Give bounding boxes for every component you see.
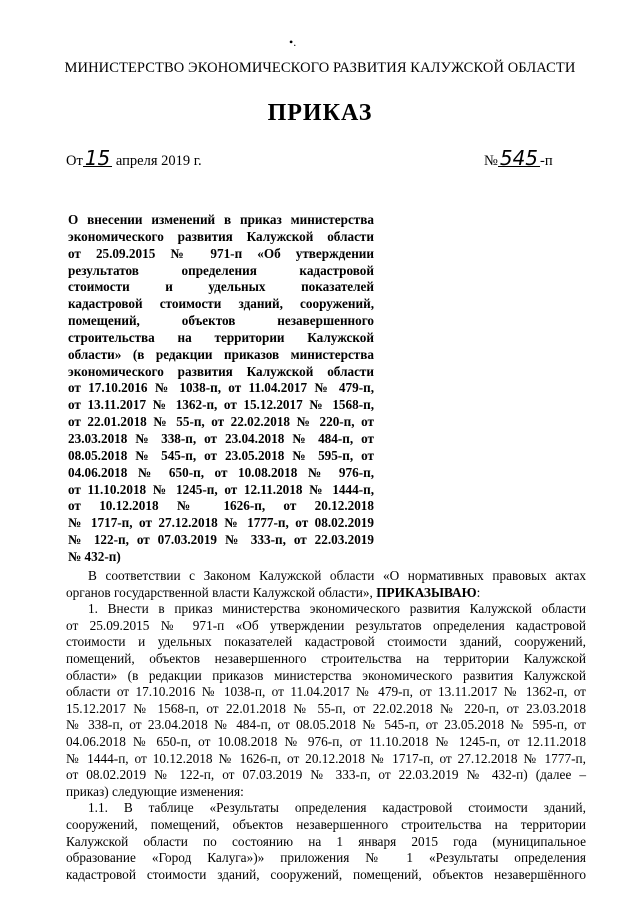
preamble-text: органов государственной власти Калужской области», <box>66 584 373 600</box>
item-1-line: приказ) следующие изменения: <box>66 783 244 799</box>
order-body <box>66 568 586 883</box>
subject-line: от 10.12.2018 № 1626-п, от 20.12.2018 <box>68 498 374 514</box>
scan-mark: •. <box>289 35 297 49</box>
order-date <box>66 146 202 170</box>
subject-line: области» (в редакции приказов министерства <box>68 346 374 362</box>
item-1-line: области от 17.10.2016 № 1038-п, от 11.04.2017 № 479-п, от 13.11.2017 № 1362-п, от <box>66 684 586 700</box>
item-1-1-line: кадастровой стоимости зданий, сооружений, помещений, объектов незавершённого <box>66 866 586 882</box>
preamble-line: В соответствии с Законом Калужской области «О нормативных правовых актах <box>88 568 586 583</box>
item-1-line: 15.12.2017 № 1568-п, от 22.01.2018 № 55-п, от 22.02.2018 № 220-п, от 23.03.2018 <box>66 700 586 716</box>
date-prefix: От <box>66 153 83 169</box>
subject-line: № 432-п) <box>68 548 121 564</box>
subject-line: стоимости и удельных показателей <box>68 279 374 295</box>
subject-line: экономического развития Калужской области <box>68 363 374 379</box>
item-1-line: от 25.09.2015 № 971-п «Об утверждении результатов определения кадастровой <box>66 617 586 633</box>
subject-line: строительства на территории Калужской <box>68 329 374 345</box>
order-number <box>484 146 553 170</box>
orders-word: ПРИКАЗЫВАЮ <box>376 584 477 600</box>
subject-line: № 1717-п, от 27.12.2018 № 1777-п, от 08.02.2019 <box>68 515 374 531</box>
subject-line: от 17.10.2016 № 1038-п, от 11.04.2017 № 479-п, <box>68 380 374 396</box>
number-suffix: -п <box>540 153 553 169</box>
handwritten-number: 545 <box>499 146 539 170</box>
item-1-line: 1. Внести в приказ министерства экономического развития Калужской области <box>88 601 586 617</box>
item-1-line: 04.06.2018 № 650-п, от 10.08.2018 № 976-п, от 11.10.2018 № 1245-п, от 12.11.2018 <box>66 733 586 749</box>
subject-line: О внесении изменений в приказ министерства <box>68 212 374 227</box>
subject-line: от 11.10.2018 № 1245-п, от 12.11.2018 № 1444-п, <box>68 481 374 497</box>
item-1-line: от 08.02.2019 № 122-п, от 07.03.2019 № 333-п, от 22.03.2019 № 432-п) (далее – <box>66 767 586 783</box>
number-sign: № <box>484 153 498 169</box>
date-rest: апреля 2019 г. <box>115 153 202 169</box>
order-subject <box>68 212 374 566</box>
item-1-line: № 338-п, от 23.04.2018 № 484-п, от 08.05.2018 № 545-п, от 23.05.2018 № 595-п, от <box>66 717 586 733</box>
item-1-1-line: образование «Город Калуга»)» приложения № 1 «Результаты определения <box>66 850 586 866</box>
handwritten-day: 15 <box>84 146 111 170</box>
subject-line: 08.05.2018 № 545-п, от 23.05.2018 № 595-п, от <box>68 447 374 463</box>
subject-line: от 13.11.2017 № 1362-п, от 15.12.2017 № 1568-п, <box>68 397 374 413</box>
item-1-1-line: 1.1. В таблице «Результаты определения кадастровой стоимости зданий, <box>88 800 586 816</box>
ministry-name: МИНИСТЕРСТВО ЭКОНОМИЧЕСКОГО РАЗВИТИЯ КАЛУЖСКОЙ ОБЛАСТИ <box>64 60 576 76</box>
item-1-line: области» (в редакции приказов министерства экономического развития Калужской <box>66 667 586 683</box>
item-1-1-line: Калужской области по состоянию на 1 января 2015 года (муниципальное <box>66 833 586 849</box>
subject-line: от 22.01.2018 № 55-п, от 22.02.2018 № 220-п, от <box>68 414 374 430</box>
item-1-line: стоимости и удельных показателей кадастровой стоимости зданий, сооружений, <box>66 634 586 650</box>
subject-line: 04.06.2018 № 650-п, от 10.08.2018 № 976-п, <box>68 464 374 480</box>
item-1-line: № 1444-п, от 10.12.2018 № 1626-п, от 20.12.2018 № 1717-п, от 27.12.2018 № 1777-п, <box>66 750 586 766</box>
subject-line: кадастровой стоимости зданий, сооружений, <box>68 296 374 312</box>
subject-line: от 25.09.2015 № 971-п «Об утверждении <box>68 245 374 261</box>
orders-colon: : <box>476 584 481 600</box>
item-1-1-line: сооружений, помещений, объектов незавершенного строительства на территории <box>66 816 586 832</box>
subject-line: результатов определения кадастровой <box>68 262 374 278</box>
document-title: ПРИКАЗ <box>267 100 373 126</box>
preamble-line <box>66 585 586 602</box>
subject-line: № 122-п, от 07.03.2019 № 333-п, от 22.03.2019 <box>68 532 374 548</box>
subject-line: помещений, объектов незавершенного <box>68 313 374 329</box>
subject-line: 23.03.2018 № 338-п, от 23.04.2018 № 484-п, от <box>68 430 374 446</box>
item-1-line: помещений, объектов незавершенного строительства на территории Калужской <box>66 650 586 666</box>
subject-line: экономического развития Калужской области <box>68 228 374 244</box>
